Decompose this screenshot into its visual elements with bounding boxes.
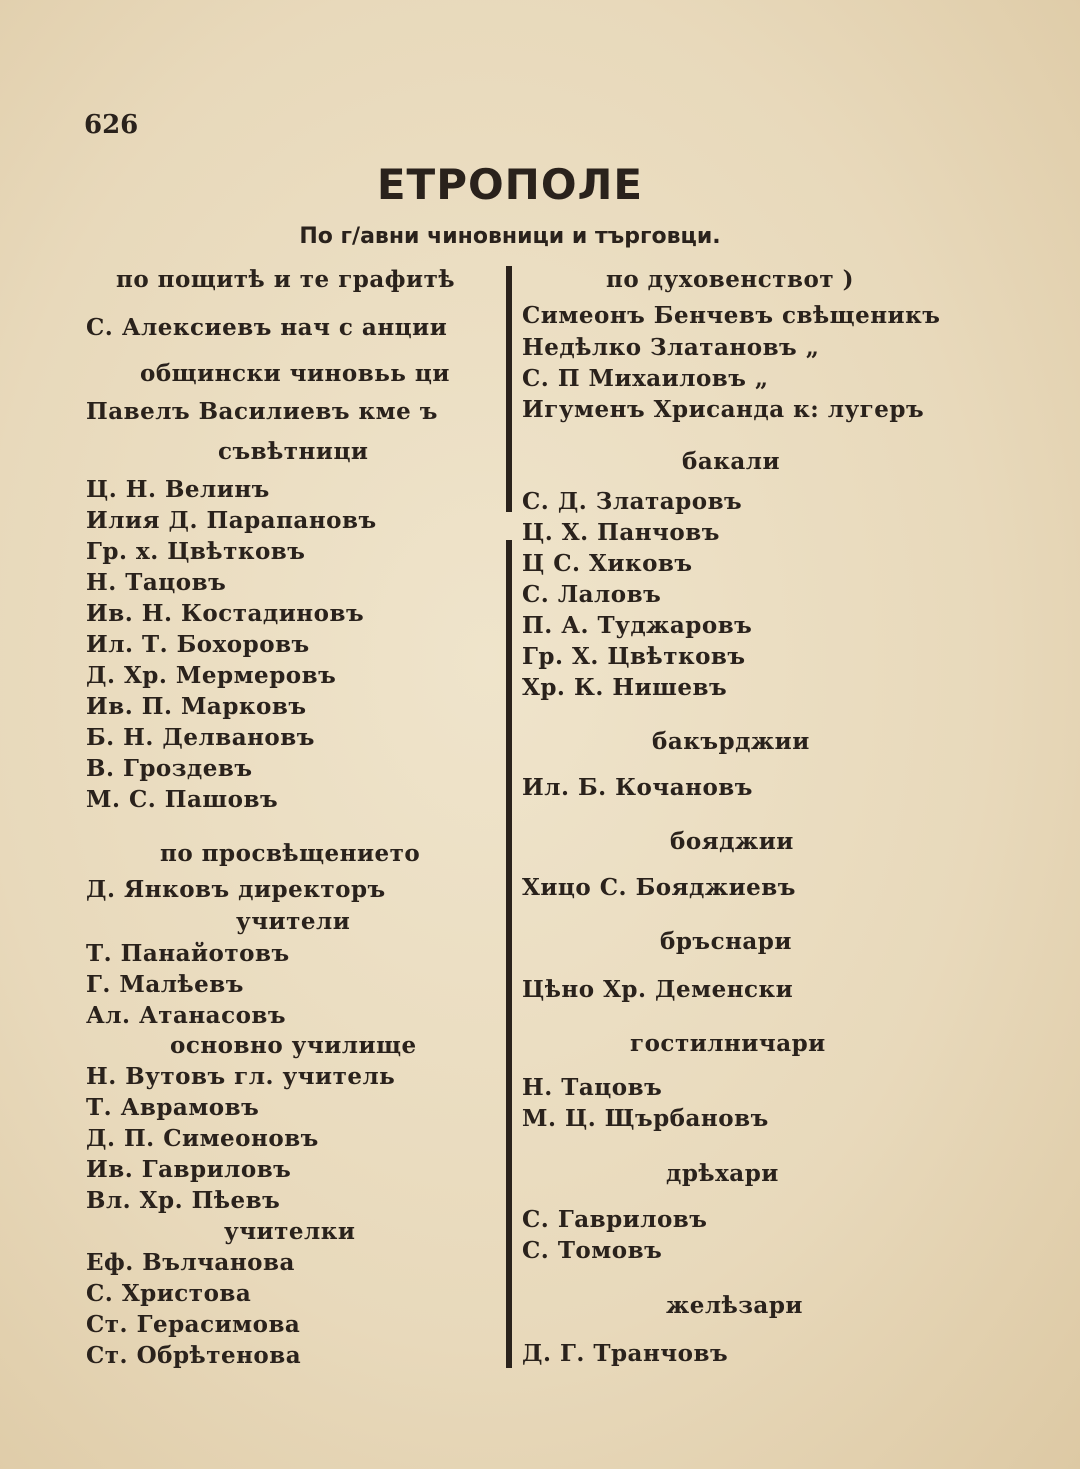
section-header-clothiers: дрѣхари	[666, 1160, 779, 1187]
list-item: Ив. Н. Костадиновъ	[86, 600, 365, 627]
list-item: Гр. х. Цвѣтковъ	[86, 538, 306, 565]
section-header-barbers: бръснари	[660, 928, 792, 955]
list-item: Д. Хр. Мермеровъ	[86, 662, 337, 689]
list-item: Н. Тацовъ	[522, 1074, 663, 1101]
list-item: Илия Д. Парапановъ	[86, 507, 377, 534]
list-item: Б. Н. Делвановъ	[86, 724, 315, 751]
list-item: Ц. Н. Велинъ	[86, 476, 270, 503]
list-item: С. Лаловъ	[522, 581, 662, 608]
list-item: Н. Тацовъ	[86, 569, 227, 596]
section-header-grocers: бакали	[682, 448, 781, 475]
list-item: Ц С. Хиковъ	[522, 550, 693, 577]
list-item: С. Д. Златаровъ	[522, 488, 743, 515]
section-header-coppersmiths: бакърджии	[652, 728, 810, 755]
list-item: Ив. Гавриловъ	[86, 1156, 292, 1183]
section-header-education: по просвѣщението	[160, 840, 421, 867]
page-subtitle: По г/авни чиновници и търговци.	[299, 224, 721, 249]
mayor: Павелъ Василиевъ кме ъ	[86, 398, 438, 425]
list-item: Ц. Х. Панчовъ	[522, 519, 720, 546]
list-item: С. Томовъ	[522, 1237, 663, 1264]
section-header-innkeepers: гостилничари	[630, 1030, 826, 1057]
list-item: Д. Г. Транчовъ	[522, 1340, 729, 1367]
list-item: Ст. Обрѣтенова	[86, 1342, 302, 1369]
section-header-clergy: по духовенствот )	[606, 266, 854, 293]
director: Д. Янковъ директоръ	[86, 876, 386, 903]
list-item: Вл. Хр. Пѣевъ	[86, 1187, 281, 1214]
section-header-primary-school: основно училище	[170, 1032, 417, 1059]
post-chief: С. Алексиевъ нач с анции	[86, 314, 448, 341]
list-item: Н. Вутовъ гл. учитель	[86, 1063, 396, 1090]
list-item: В. Гроздевъ	[86, 755, 253, 782]
section-header-post: по пощитѣ и те графитѣ	[116, 266, 455, 293]
list-item: Цѣно Хр. Деменски	[522, 976, 794, 1003]
list-item: Недѣлко Златановъ „	[522, 334, 820, 361]
list-item: Хр. К. Нишевъ	[522, 674, 728, 701]
list-item: Ал. Атанасовъ	[86, 1002, 287, 1029]
list-item: Гр. Х. Цвѣтковъ	[522, 643, 746, 670]
list-item: Д. П. Симеоновъ	[86, 1125, 319, 1152]
list-item: Игуменъ Хрисанда к: лугеръ	[522, 396, 925, 423]
list-item: С. Христова	[86, 1280, 252, 1307]
list-item: М. Ц. Щърбановъ	[522, 1105, 769, 1132]
list-item: Ил. Т. Бохоровъ	[86, 631, 310, 658]
list-item: Ил. Б. Кочановъ	[522, 774, 753, 801]
section-header-dyers: бояджии	[670, 828, 794, 855]
section-header-municipal: общински чиновьь ци	[140, 360, 450, 387]
list-item: Еф. Вълчанова	[86, 1249, 295, 1276]
list-item: П. А. Туджаровъ	[522, 612, 753, 639]
list-item: Т. Панайотовъ	[86, 940, 290, 967]
section-header-female-teachers: учителки	[224, 1218, 356, 1245]
column-divider-bottom	[506, 540, 512, 1368]
list-item: С. П Михаиловъ „	[522, 365, 769, 392]
list-item: Ст. Герасимова	[86, 1311, 301, 1338]
list-item: Ив. П. Марковъ	[86, 693, 307, 720]
list-item: М. С. Пашовъ	[86, 786, 279, 813]
section-header-councillors: съвѣтници	[218, 438, 369, 465]
section-header-ironmongers: желѣзари	[666, 1292, 803, 1319]
list-item: Т. Аврамовъ	[86, 1094, 260, 1121]
list-item: Симеонъ Бенчевъ свѣщеникъ	[522, 302, 941, 329]
page-title: ЕТРОПОЛЕ	[376, 160, 644, 209]
list-item: Хицо С. Бояджиевъ	[522, 874, 796, 901]
list-item: С. Гавриловъ	[522, 1206, 708, 1233]
section-header-teachers: учители	[236, 908, 351, 935]
page-number: 626	[84, 110, 139, 140]
column-divider-top	[506, 266, 512, 512]
list-item: Г. Малѣевъ	[86, 971, 244, 998]
